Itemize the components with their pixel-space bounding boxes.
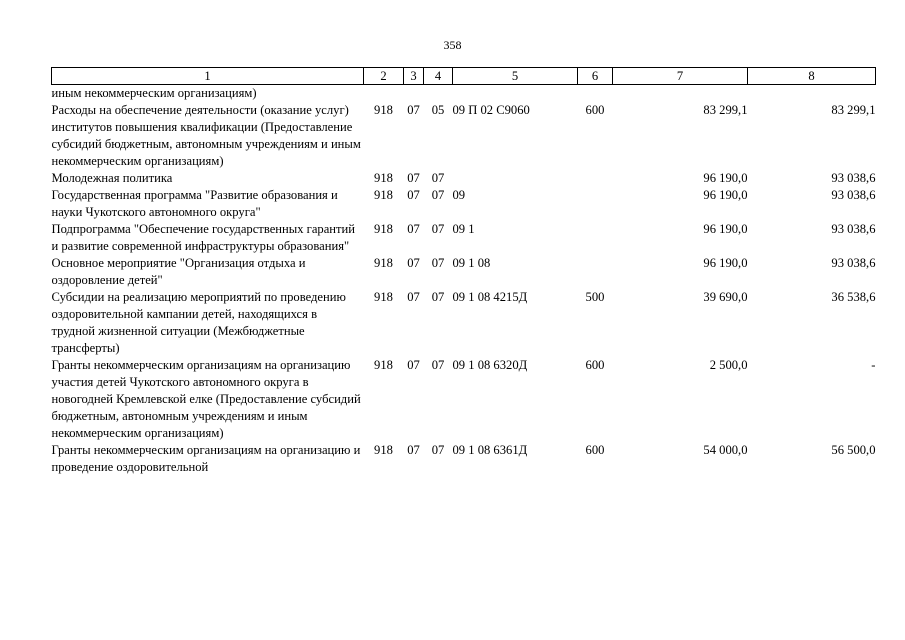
- header-col-1: 1: [52, 68, 364, 85]
- row-col-5: 09: [452, 188, 466, 202]
- row-name: Подпрограмма "Обеспечение государственных гарантий и развитие современной инфраструктуры образования": [51, 222, 356, 253]
- row-col-4: 07: [431, 358, 445, 372]
- row-col-2: 918: [374, 103, 393, 117]
- row-col-6: 600: [585, 103, 605, 117]
- table-row: [52, 221, 876, 255]
- row-col-6: [578, 255, 613, 289]
- table-row: [52, 170, 876, 187]
- header-col-2: 2: [364, 68, 404, 85]
- table-row: [52, 442, 876, 476]
- row-col-5: [453, 170, 578, 187]
- row-col-3: 07: [407, 222, 420, 236]
- row-col-8: 56 500,0: [831, 443, 876, 457]
- row-col-6: 500: [585, 290, 605, 304]
- row-col-3: 07: [407, 358, 420, 372]
- row-col-7: 96 190,0: [703, 222, 748, 236]
- row-col-6: 600: [585, 358, 605, 372]
- row-col-7: 54 000,0: [703, 443, 748, 457]
- row-col-3: 07: [407, 188, 420, 202]
- row-name: Субсидии на реализацию мероприятий по проведению оздоровительной кампании детей, находящихся в трудной жизненной ситуации (Межбюджетные трансферты): [51, 290, 346, 355]
- header-col-4: 4: [424, 68, 453, 85]
- row-col-5: 09 1 08: [452, 256, 491, 270]
- row-col-2: [364, 85, 404, 103]
- row-name: иным некоммерческим организациям): [51, 86, 257, 100]
- row-col-2: 918: [374, 358, 393, 372]
- row-col-4: 07: [431, 188, 445, 202]
- row-col-8: 83 299,1: [831, 103, 876, 117]
- row-col-5: 09 1 08 6320Д: [452, 358, 528, 372]
- row-col-3: 07: [407, 103, 420, 117]
- row-col-8: -: [871, 358, 876, 372]
- row-col-2: 918: [374, 171, 393, 185]
- row-col-3: 07: [407, 290, 420, 304]
- row-name: Расходы на обеспечение деятельности (оказание услуг) институтов повышения квалификации (Предоставление субсидий бюджетным, автономным учреждениям и иным некоммерческим организациям): [51, 103, 361, 168]
- row-name: Основное мероприятие "Организация отдыха и оздоровление детей": [51, 256, 306, 287]
- row-col-4: 05: [431, 103, 445, 117]
- header-col-8: 8: [748, 68, 876, 85]
- row-col-7: 39 690,0: [703, 290, 748, 304]
- table-row: [52, 255, 876, 289]
- table-row: [52, 85, 876, 103]
- table-row: [52, 289, 876, 357]
- row-col-2: 918: [374, 188, 393, 202]
- row-col-7: 96 190,0: [703, 256, 748, 270]
- row-col-4: 07: [431, 222, 445, 236]
- table-body: [52, 85, 876, 477]
- page-number: 358: [443, 38, 462, 52]
- row-col-3: [404, 85, 424, 103]
- row-col-7: [613, 85, 748, 103]
- row-col-3: 07: [407, 171, 420, 185]
- row-col-8: 93 038,6: [831, 171, 876, 185]
- row-col-6: [578, 221, 613, 255]
- row-col-6: 600: [585, 443, 605, 457]
- row-col-3: 07: [407, 443, 420, 457]
- row-col-7: 96 190,0: [703, 171, 748, 185]
- row-col-5: 09 П 02 С9060: [452, 103, 530, 117]
- row-col-8: [748, 85, 876, 103]
- row-name: Гранты некоммерческим организациям на организацию и проведение оздоровительной: [51, 443, 361, 474]
- row-col-2: 918: [374, 290, 393, 304]
- row-col-5: 09 1 08 4215Д: [452, 290, 528, 304]
- header-col-5: 5: [453, 68, 578, 85]
- budget-table: [51, 67, 876, 476]
- row-col-7: 96 190,0: [703, 188, 748, 202]
- row-col-6: [578, 187, 613, 221]
- row-col-4: [424, 85, 453, 103]
- table-row: [52, 187, 876, 221]
- row-col-7: 2 500,0: [709, 358, 748, 372]
- header-col-3: 3: [404, 68, 424, 85]
- table-header: [52, 68, 876, 85]
- row-col-4: 07: [431, 171, 445, 185]
- row-col-4: 07: [431, 443, 445, 457]
- row-col-7: 83 299,1: [703, 103, 748, 117]
- row-col-5: 09 1: [452, 222, 475, 236]
- header-col-7: 7: [613, 68, 748, 85]
- row-col-2: 918: [374, 256, 393, 270]
- row-col-2: 918: [374, 443, 393, 457]
- row-name: Государственная программа "Развитие образования и науки Чукотского автономного округа": [51, 188, 338, 219]
- row-col-8: 36 538,6: [831, 290, 876, 304]
- row-name: Гранты некоммерческим организациям на организацию участия детей Чукотского автономного округа в новогодней Кремлевской елке (Предоставление субсидий бюджетным, автономным учреждениям и иным некоммерческим организациям): [51, 358, 361, 440]
- row-col-4: 07: [431, 256, 445, 270]
- header-col-6: 6: [578, 68, 613, 85]
- row-col-8: 93 038,6: [831, 222, 876, 236]
- row-col-5: [453, 85, 578, 103]
- row-col-3: 07: [407, 256, 420, 270]
- row-col-8: 93 038,6: [831, 256, 876, 270]
- row-col-8: 93 038,6: [831, 188, 876, 202]
- header-row: [52, 68, 876, 85]
- row-col-6: [578, 170, 613, 187]
- row-col-5: 09 1 08 6361Д: [452, 443, 528, 457]
- table-row: [52, 357, 876, 442]
- table-row: [52, 102, 876, 170]
- row-col-2: 918: [374, 222, 393, 236]
- row-col-4: 07: [431, 290, 445, 304]
- row-col-6: [578, 85, 613, 103]
- row-name: Молодежная политика: [51, 171, 173, 185]
